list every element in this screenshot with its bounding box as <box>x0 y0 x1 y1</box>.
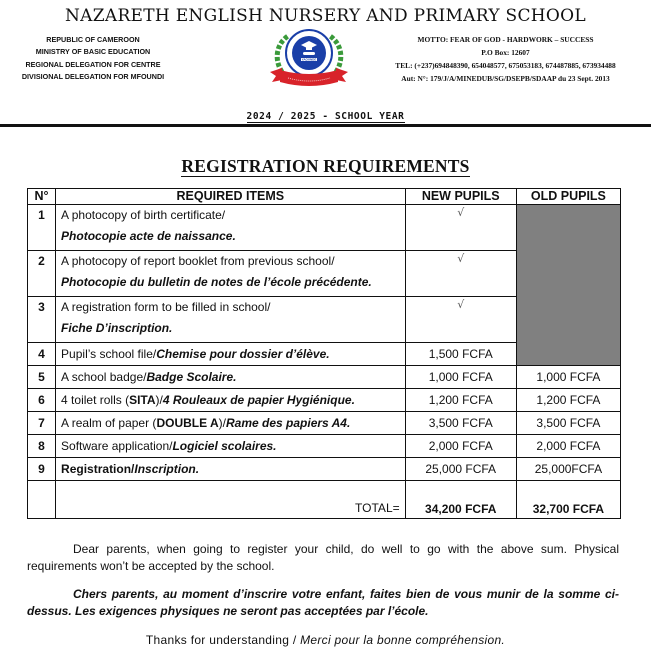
old-pupil-amount: 25,000FCFA <box>516 458 620 481</box>
title-text: REGISTRATION REQUIREMENTS <box>181 156 470 176</box>
authorization: Aut: N°: 179/J/A/MINEDUB/SG/DSEPB/SDAAP du 23 Sept. 2013 <box>401 74 610 83</box>
total-empty-cell <box>28 481 56 519</box>
item-french: Chemise pour dossier d’élève. <box>156 347 330 361</box>
row-item <box>56 435 406 458</box>
table-row <box>28 435 621 458</box>
header-divider <box>0 124 651 127</box>
total-old-pupils: 32,700 FCFA <box>516 481 620 519</box>
item-english: A realm of paper ( <box>61 416 157 430</box>
note-english-text: Dear parents, when going to register your child, do well to go with the above sum. Physical requirements won’t be accepted by the school. <box>27 542 619 573</box>
item-french: 4 Rouleaux de papier Hygiénique. <box>162 393 355 407</box>
ministry-line: DIVISIONAL DELEGATION FOR MFOUNDI <box>21 71 165 81</box>
checkmark-icon: √ <box>405 251 516 297</box>
svg-text:YAOUNDE: YAOUNDE <box>301 57 317 62</box>
checkmark-icon: √ <box>405 297 516 343</box>
item-french: Photocopie acte de naissance. <box>61 229 236 243</box>
motto: MOTTO: FEAR OF GOD - HARDWORK – SUCCESS <box>417 35 594 44</box>
row-item <box>56 343 406 366</box>
old-pupil-amount: 1,200 FCFA <box>516 389 620 412</box>
row-item <box>56 389 406 412</box>
not-applicable-cell <box>516 205 620 366</box>
school-logo-icon <box>268 28 350 94</box>
note-french <box>27 586 619 620</box>
row-number: 7 <box>28 412 56 435</box>
total-row <box>28 481 621 519</box>
table-header-row <box>28 189 621 205</box>
new-pupil-amount: 2,000 FCFA <box>405 435 516 458</box>
row-item <box>56 412 406 435</box>
item-french: Rame des papiers A4. <box>226 416 351 430</box>
item-french: Fiche D’inscription. <box>61 321 173 335</box>
ministry-block <box>18 34 168 83</box>
table-row <box>28 205 621 251</box>
row-item <box>56 366 406 389</box>
column-header-number: N° <box>28 189 56 205</box>
new-pupil-amount: 3,500 FCFA <box>405 412 516 435</box>
column-header-new-pupils: NEW PUPILS <box>405 189 516 205</box>
item-english: A school badge/ <box>61 370 147 384</box>
new-pupil-amount: 1,200 FCFA <box>405 389 516 412</box>
item-english: A photocopy of report booklet from previous school/ <box>61 254 335 268</box>
column-header-items: REQUIRED ITEMS <box>56 189 406 205</box>
requirements-table <box>27 188 621 519</box>
table-row <box>28 412 621 435</box>
total-label: TOTAL= <box>56 481 406 519</box>
item-english-suffix: )/ <box>155 393 163 407</box>
item-english: Registration/ <box>61 462 135 476</box>
ministry-line: REPUBLIC OF CAMEROON <box>46 35 140 44</box>
row-number: 1 <box>28 205 56 251</box>
page-title <box>0 156 651 177</box>
ministry-line: MINISTRY OF BASIC EDUCATION <box>35 47 151 57</box>
row-item <box>56 458 406 481</box>
new-pupil-amount: 1,000 FCFA <box>405 366 516 389</box>
row-item <box>56 205 406 251</box>
item-french: Badge Scolaire. <box>146 370 237 384</box>
row-item <box>56 251 406 297</box>
ministry-line: REGIONAL DELEGATION FOR CENTRE <box>25 59 161 69</box>
row-number: 6 <box>28 389 56 412</box>
item-brand: SITA <box>129 393 156 407</box>
thanks-line <box>0 633 651 647</box>
item-english: A photocopy of birth certificate/ <box>61 208 226 222</box>
new-pupil-amount: 1,500 FCFA <box>405 343 516 366</box>
row-number: 9 <box>28 458 56 481</box>
checkmark-icon: √ <box>405 205 516 251</box>
table-row <box>28 389 621 412</box>
item-french: Logiciel scolaires. <box>172 439 277 453</box>
note-french-text: Chers parents, au moment d’inscrire votre enfant, faites bien de vous munir de la somme ci-dessus. Les exigences physiques ne seront pas acceptées par l’école. <box>27 587 619 618</box>
thanks-english: Thanks for understanding / <box>145 633 301 647</box>
table-row <box>28 366 621 389</box>
item-brand: DOUBLE A <box>156 416 219 430</box>
item-french: Photocopie du bulletin de notes de l’école précédente. <box>61 275 372 289</box>
table-row <box>28 458 621 481</box>
item-english: Pupil’s school file/ <box>61 347 157 361</box>
contact-block <box>363 33 648 85</box>
item-english: A registration form to be filled in school/ <box>61 300 271 314</box>
row-number: 8 <box>28 435 56 458</box>
row-number: 5 <box>28 366 56 389</box>
thanks-french: Merci pour la bonne compréhension. <box>300 633 506 647</box>
po-box: P.O Box: 12607 <box>481 48 530 57</box>
new-pupil-amount: 25,000 FCFA <box>405 458 516 481</box>
item-english: Software application/ <box>61 439 173 453</box>
school-year-text: 2024 / 2025 - SCHOOL YEAR <box>246 111 405 122</box>
item-french: Inscription. <box>134 462 200 476</box>
row-item <box>56 297 406 343</box>
row-number: 4 <box>28 343 56 366</box>
old-pupil-amount: 2,000 FCFA <box>516 435 620 458</box>
telephone: TEL: (+237)694848390, 654048577, 675053183, 674487885, 673934488 <box>395 61 616 70</box>
item-english-suffix: )/ <box>218 416 227 430</box>
column-header-old-pupils: OLD PUPILS <box>516 189 620 205</box>
total-new-pupils: 34,200 FCFA <box>405 481 516 519</box>
row-number: 3 <box>28 297 56 343</box>
old-pupil-amount: 1,000 FCFA <box>516 366 620 389</box>
row-number: 2 <box>28 251 56 297</box>
old-pupil-amount: 3,500 FCFA <box>516 412 620 435</box>
school-year <box>0 111 651 122</box>
note-english <box>27 541 619 575</box>
item-english: 4 toilet rolls ( <box>61 393 130 407</box>
school-name: NAZARETH ENGLISH NURSERY AND PRIMARY SCHOOL <box>65 6 586 26</box>
